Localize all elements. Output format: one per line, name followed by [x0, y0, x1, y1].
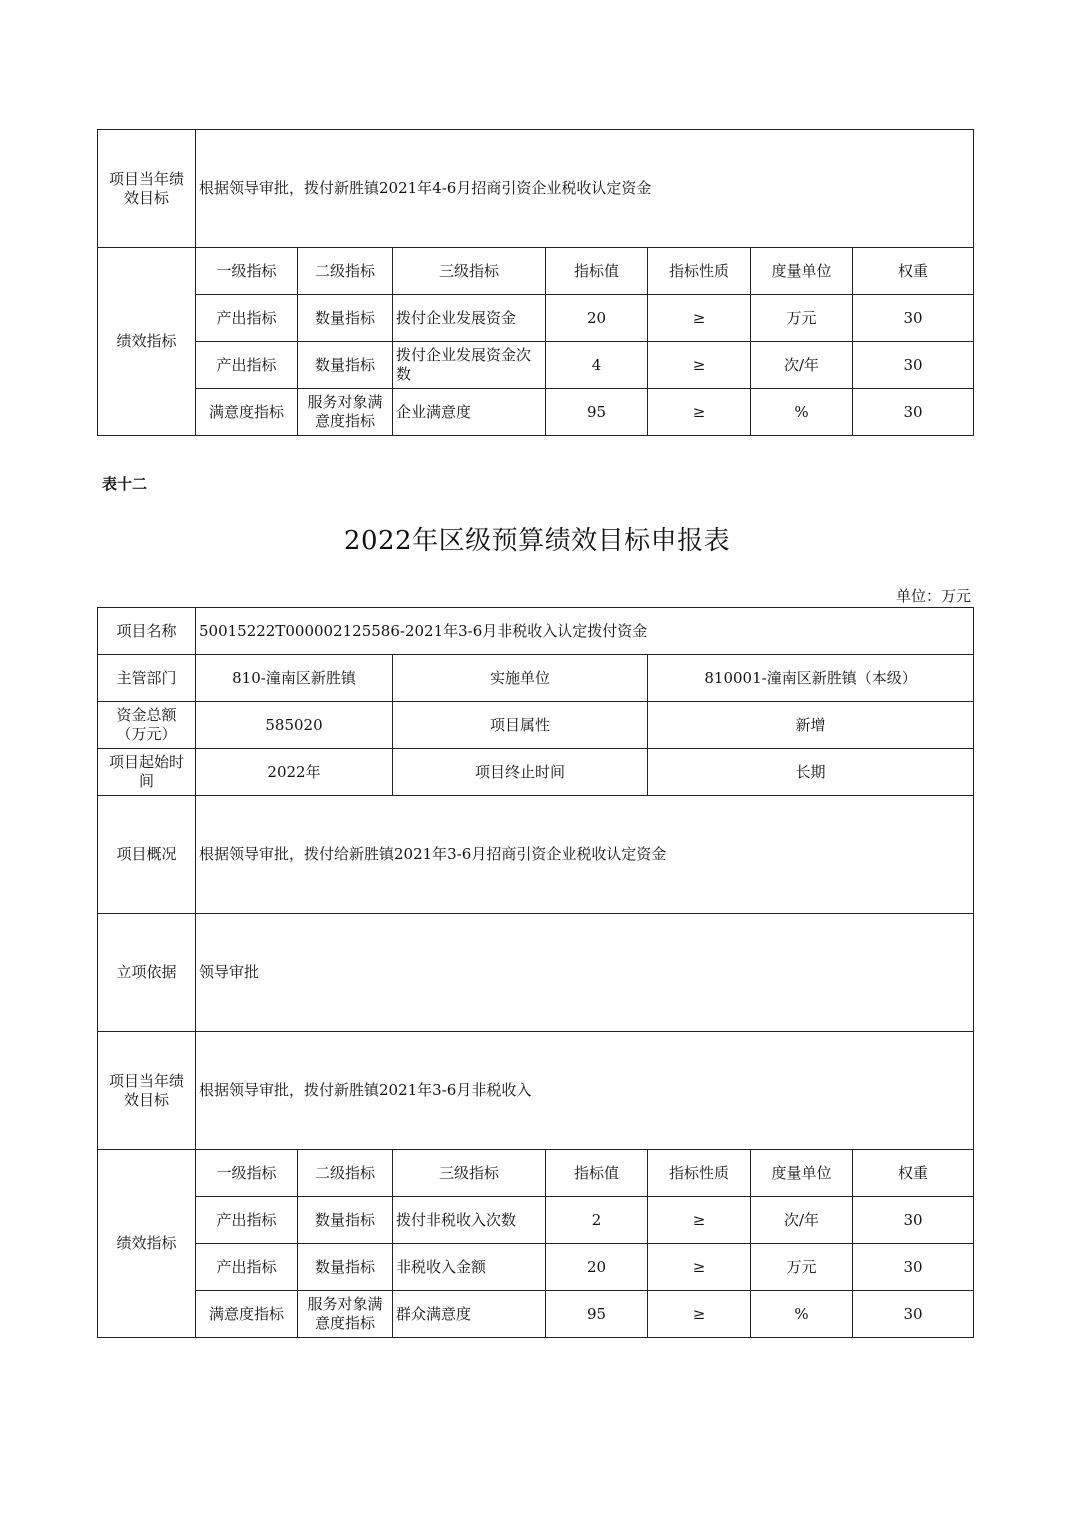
cell: 拨付企业发展资金次数	[393, 342, 546, 389]
cell: 95	[546, 389, 648, 436]
cell: %	[751, 1291, 853, 1338]
table-row	[98, 342, 974, 389]
fund-label: 资金总额（万元）	[98, 702, 196, 749]
cell: ≥	[648, 1244, 751, 1291]
cell: 4	[546, 342, 648, 389]
main-report-table	[97, 607, 974, 1338]
cell: 服务对象满意度指标	[298, 389, 393, 436]
header-cell: 指标值	[546, 248, 648, 295]
cell: 非税收入金额	[393, 1244, 546, 1291]
cell: 30	[853, 1244, 974, 1291]
cell: 数量指标	[298, 295, 393, 342]
table-row	[98, 1197, 974, 1244]
table-row	[98, 295, 974, 342]
cell: %	[751, 389, 853, 436]
cell: 数量指标	[298, 342, 393, 389]
end-label: 项目终止时间	[393, 749, 648, 796]
start-label: 项目起始时间	[98, 749, 196, 796]
impl-value: 810001-潼南区新胜镇（本级）	[648, 655, 974, 702]
table-row	[98, 1291, 974, 1338]
overview-label: 项目概况	[98, 796, 196, 914]
project-name-label: 项目名称	[98, 608, 196, 655]
cell: 服务对象满意度指标	[298, 1291, 393, 1338]
top-indicator-table	[97, 129, 974, 436]
indicators-label: 绩效指标	[98, 248, 196, 436]
project-name: 50015222T000002125586-2021年3-6月非税收入认定拨付资金	[196, 608, 974, 655]
cell: 次/年	[751, 1197, 853, 1244]
attr-label: 项目属性	[393, 702, 648, 749]
cell: 95	[546, 1291, 648, 1338]
start-value: 2022年	[196, 749, 393, 796]
header-cell: 一级指标	[196, 248, 298, 295]
attr-value: 新增	[648, 702, 974, 749]
cell: 20	[546, 1244, 648, 1291]
indicators-label: 绩效指标	[98, 1150, 196, 1338]
overview-text: 根据领导审批，拨付给新胜镇2021年3-6月招商引资企业税收认定资金	[196, 796, 974, 914]
header-cell: 度量单位	[751, 248, 853, 295]
header-cell: 二级指标	[298, 248, 393, 295]
page-title: 2022年区级预算绩效目标申报表	[343, 526, 731, 556]
table-row	[98, 1244, 974, 1291]
cell: 群众满意度	[393, 1291, 546, 1338]
cell: 满意度指标	[196, 1291, 298, 1338]
table-row	[98, 389, 974, 436]
cell: ≥	[648, 1291, 751, 1338]
cell: 拨付非税收入次数	[393, 1197, 546, 1244]
dept-label: 主管部门	[98, 655, 196, 702]
header-cell: 权重	[853, 1150, 974, 1197]
header-cell: 度量单位	[751, 1150, 853, 1197]
header-cell: 指标性质	[648, 248, 751, 295]
cell: 数量指标	[298, 1244, 393, 1291]
header-cell: 三级指标	[393, 248, 546, 295]
unit-label: 单位：万元	[895, 587, 971, 605]
header-cell: 三级指标	[393, 1150, 546, 1197]
cell: 30	[853, 342, 974, 389]
cell: 拨付企业发展资金	[393, 295, 546, 342]
header-cell: 一级指标	[196, 1150, 298, 1197]
cell: 万元	[751, 1244, 853, 1291]
cell: 30	[853, 389, 974, 436]
cell: ≥	[648, 342, 751, 389]
header-cell: 指标性质	[648, 1150, 751, 1197]
cell: 产出指标	[196, 1197, 298, 1244]
cell: 产出指标	[196, 342, 298, 389]
header-cell: 指标值	[546, 1150, 648, 1197]
goal-label: 项目当年绩效目标	[98, 1032, 196, 1150]
cell: 2	[546, 1197, 648, 1244]
cell: 30	[853, 1197, 974, 1244]
cell: 万元	[751, 295, 853, 342]
cell: 产出指标	[196, 295, 298, 342]
header-cell: 二级指标	[298, 1150, 393, 1197]
basis-text: 领导审批	[196, 914, 974, 1032]
cell: 30	[853, 1291, 974, 1338]
impl-label: 实施单位	[393, 655, 648, 702]
cell: 满意度指标	[196, 389, 298, 436]
header-cell: 权重	[853, 248, 974, 295]
cell: 20	[546, 295, 648, 342]
fund-value: 585020	[196, 702, 393, 749]
cell: 产出指标	[196, 1244, 298, 1291]
cell: 企业满意度	[393, 389, 546, 436]
cell: ≥	[648, 389, 751, 436]
end-value: 长期	[648, 749, 974, 796]
cell: ≥	[648, 295, 751, 342]
goal-label: 项目当年绩效目标	[98, 130, 196, 248]
dept-value: 810-潼南区新胜镇	[196, 655, 393, 702]
table-number: 表十二	[102, 475, 148, 493]
cell: ≥	[648, 1197, 751, 1244]
basis-label: 立项依据	[98, 914, 196, 1032]
goal-text: 根据领导审批，拨付新胜镇2021年4-6月招商引资企业税收认定资金	[196, 130, 974, 248]
cell: 30	[853, 295, 974, 342]
cell: 次/年	[751, 342, 853, 389]
goal-text: 根据领导审批，拨付新胜镇2021年3-6月非税收入	[196, 1032, 974, 1150]
cell: 数量指标	[298, 1197, 393, 1244]
